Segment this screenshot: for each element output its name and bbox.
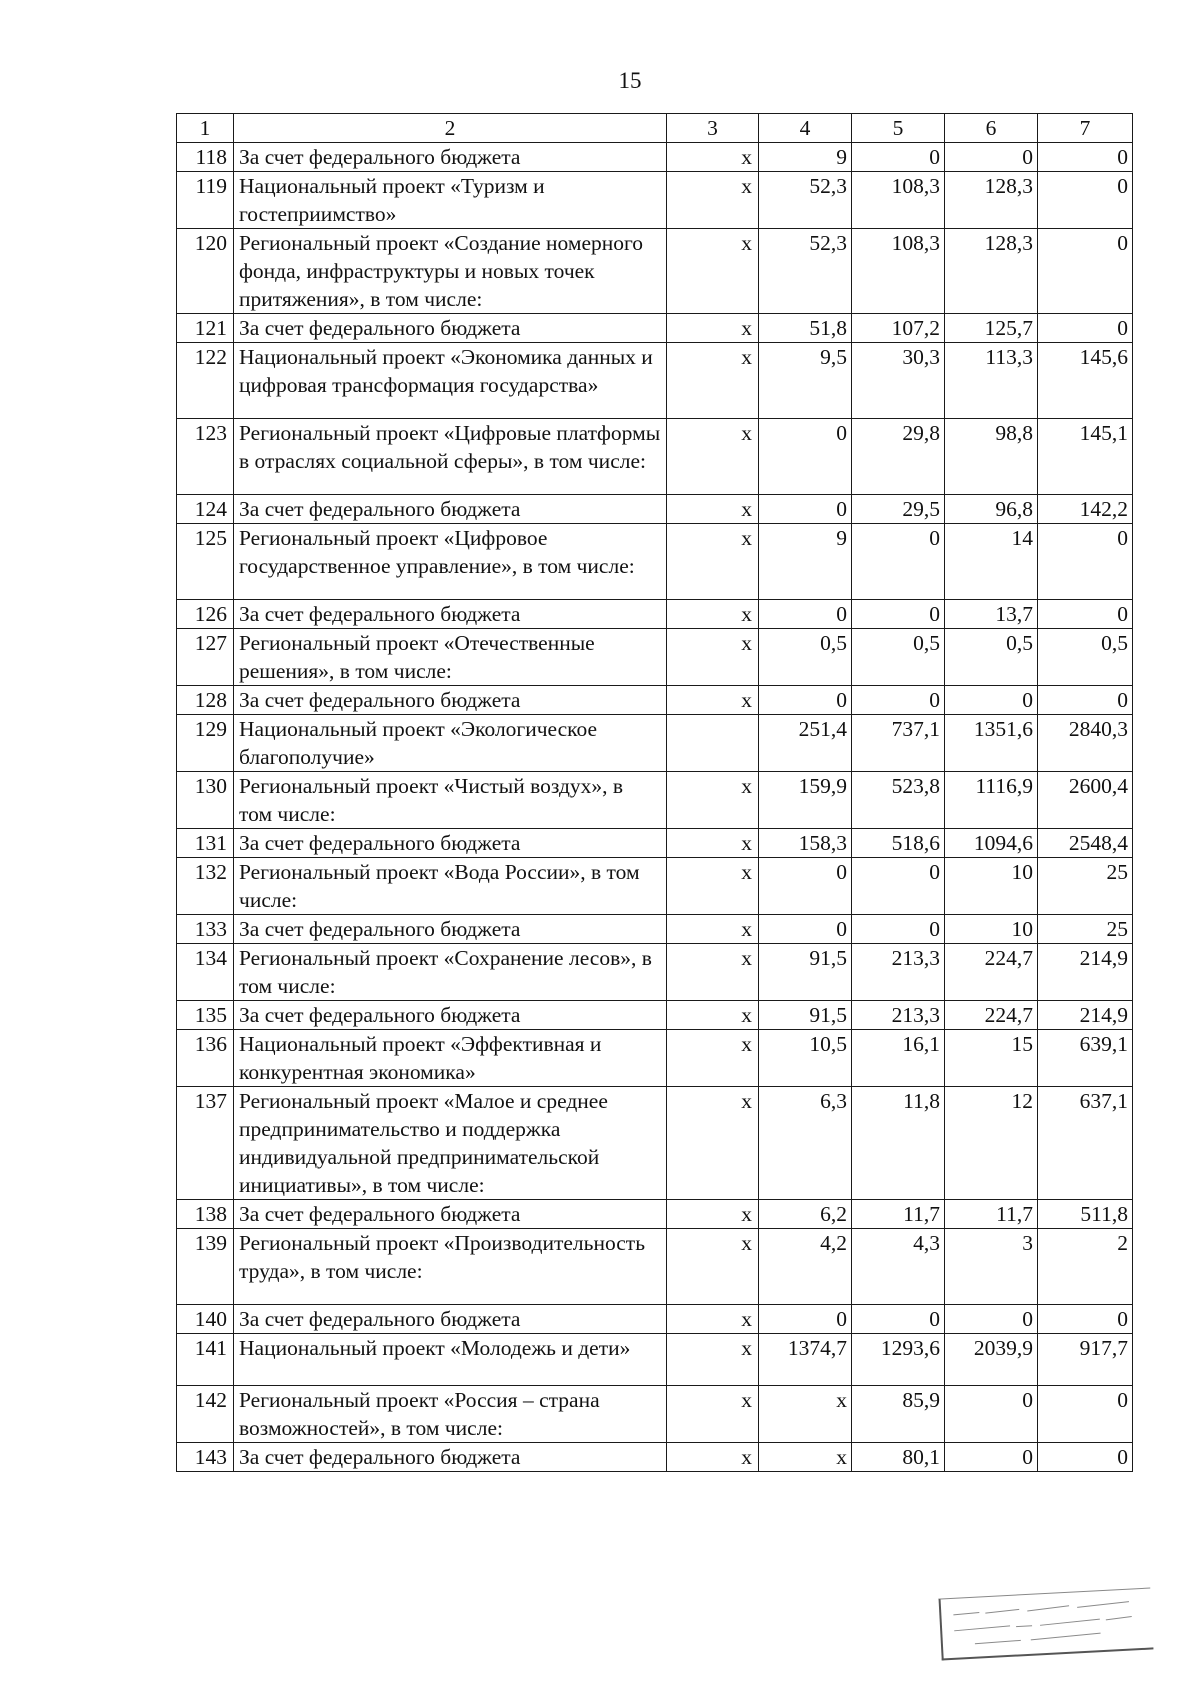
row-value-7: 2600,4 [1038, 772, 1133, 829]
row-value-6: 1094,6 [945, 829, 1038, 858]
row-col3: x [667, 1386, 759, 1443]
row-value-4: 0 [759, 419, 852, 495]
row-value-4: 251,4 [759, 715, 852, 772]
row-name: За счет федерального бюджета [234, 600, 667, 629]
row-value-6: 113,3 [945, 343, 1038, 419]
row-value-5: 0,5 [852, 629, 945, 686]
row-value-5: 107,2 [852, 314, 945, 343]
row-value-7: 0 [1038, 314, 1133, 343]
budget-table [176, 113, 1133, 1472]
row-number: 126 [177, 600, 234, 629]
column-header: 1 [177, 114, 234, 143]
row-value-6: 128,3 [945, 172, 1038, 229]
row-value-4: 52,3 [759, 229, 852, 314]
table-header-row [177, 114, 1133, 143]
row-name: Национальный проект «Молодежь и дети» [234, 1334, 667, 1386]
row-value-6: 125,7 [945, 314, 1038, 343]
page-number: 15 [618, 68, 642, 93]
row-number: 139 [177, 1229, 234, 1305]
row-col3: x [667, 1200, 759, 1229]
row-name: За счет федерального бюджета [234, 1200, 667, 1229]
row-value-7: 2 [1038, 1229, 1133, 1305]
row-value-7: 214,9 [1038, 944, 1133, 1001]
row-value-6: 11,7 [945, 1200, 1038, 1229]
row-number: 133 [177, 915, 234, 944]
row-name: За счет федерального бюджета [234, 495, 667, 524]
row-value-4: 0,5 [759, 629, 852, 686]
table-row [177, 419, 1133, 495]
row-number: 141 [177, 1334, 234, 1386]
table-row [177, 495, 1133, 524]
row-number: 123 [177, 419, 234, 495]
row-value-7: 25 [1038, 915, 1133, 944]
row-value-5: 29,5 [852, 495, 945, 524]
table-row [177, 772, 1133, 829]
row-value-4: 9,5 [759, 343, 852, 419]
row-value-5: 0 [852, 915, 945, 944]
row-value-5: 0 [852, 143, 945, 172]
row-number: 138 [177, 1200, 234, 1229]
table-row [177, 715, 1133, 772]
table-row [177, 629, 1133, 686]
row-value-5: 0 [852, 858, 945, 915]
row-value-7: 917,7 [1038, 1334, 1133, 1386]
row-name: За счет федерального бюджета [234, 1001, 667, 1030]
row-value-4: 1374,7 [759, 1334, 852, 1386]
row-value-6: 224,7 [945, 944, 1038, 1001]
row-name: Региональный проект «Сохранение лесов», в том числе: [234, 944, 667, 1001]
table-row [177, 143, 1133, 172]
row-value-6: 12 [945, 1087, 1038, 1200]
column-header: 7 [1038, 114, 1133, 143]
row-value-6: 0 [945, 1386, 1038, 1443]
row-value-6: 3 [945, 1229, 1038, 1305]
row-name: Региональный проект «Малое и среднее предпринимательство и поддержка индивидуальной предпринимательской инициативы», в том числе: [234, 1087, 667, 1200]
row-value-5: 0 [852, 600, 945, 629]
row-value-6: 1116,9 [945, 772, 1038, 829]
table-row [177, 600, 1133, 629]
row-name: Национальный проект «Туризм и гостеприимство» [234, 172, 667, 229]
row-value-4: 0 [759, 1305, 852, 1334]
row-number: 119 [177, 172, 234, 229]
row-value-7: 25 [1038, 858, 1133, 915]
row-name: Региональный проект «Отечественные решения», в том числе: [234, 629, 667, 686]
row-col3: x [667, 858, 759, 915]
table-row [177, 858, 1133, 915]
table-row [177, 314, 1133, 343]
column-header: 3 [667, 114, 759, 143]
row-name: Региональный проект «Россия – страна возможностей», в том числе: [234, 1386, 667, 1443]
row-value-7: 0 [1038, 600, 1133, 629]
row-value-5: 0 [852, 1305, 945, 1334]
row-col3: x [667, 1443, 759, 1472]
row-number: 118 [177, 143, 234, 172]
row-value-4: 9 [759, 143, 852, 172]
row-name: Национальный проект «Эффективная и конкурентная экономика» [234, 1030, 667, 1087]
row-value-4: 0 [759, 686, 852, 715]
row-col3: x [667, 1001, 759, 1030]
row-value-5: 16,1 [852, 1030, 945, 1087]
row-number: 137 [177, 1087, 234, 1200]
row-col3: x [667, 915, 759, 944]
row-value-4: 158,3 [759, 829, 852, 858]
row-value-6: 2039,9 [945, 1334, 1038, 1386]
row-value-6: 10 [945, 915, 1038, 944]
row-value-7: 0 [1038, 229, 1133, 314]
row-value-4: 91,5 [759, 1001, 852, 1030]
row-col3: x [667, 172, 759, 229]
row-value-7: 0 [1038, 172, 1133, 229]
row-col3: x [667, 1305, 759, 1334]
row-value-4: 4,2 [759, 1229, 852, 1305]
row-value-7: 0 [1038, 1443, 1133, 1472]
column-header: 4 [759, 114, 852, 143]
row-value-4: 9 [759, 524, 852, 600]
table-row [177, 1334, 1133, 1386]
row-value-4: 0 [759, 600, 852, 629]
table-row [177, 172, 1133, 229]
row-number: 132 [177, 858, 234, 915]
row-number: 127 [177, 629, 234, 686]
row-value-5: 518,6 [852, 829, 945, 858]
row-value-7: 2840,3 [1038, 715, 1133, 772]
table-row [177, 1229, 1133, 1305]
table-row [177, 229, 1133, 314]
row-value-5: 1293,6 [852, 1334, 945, 1386]
row-value-5: 80,1 [852, 1443, 945, 1472]
row-value-4: 6,2 [759, 1200, 852, 1229]
row-value-7: 0,5 [1038, 629, 1133, 686]
row-value-4: 6,3 [759, 1087, 852, 1200]
row-number: 135 [177, 1001, 234, 1030]
row-name: Региональный проект «Чистый воздух», в том числе: [234, 772, 667, 829]
row-col3: x [667, 772, 759, 829]
row-value-5: 30,3 [852, 343, 945, 419]
row-col3 [667, 715, 759, 772]
column-header: 2 [234, 114, 667, 143]
row-value-7: 145,6 [1038, 343, 1133, 419]
row-value-6: 15 [945, 1030, 1038, 1087]
row-col3: x [667, 314, 759, 343]
table-row [177, 829, 1133, 858]
row-value-6: 96,8 [945, 495, 1038, 524]
table-row [177, 1030, 1133, 1087]
row-value-6: 128,3 [945, 229, 1038, 314]
row-number: 131 [177, 829, 234, 858]
row-value-7: 214,9 [1038, 1001, 1133, 1030]
row-value-6: 13,7 [945, 600, 1038, 629]
row-value-5: 85,9 [852, 1386, 945, 1443]
row-col3: x [667, 1334, 759, 1386]
row-value-5: 0 [852, 524, 945, 600]
row-col3: x [667, 419, 759, 495]
row-value-5: 29,8 [852, 419, 945, 495]
row-value-5: 4,3 [852, 1229, 945, 1305]
row-col3: x [667, 524, 759, 600]
table-row [177, 1087, 1133, 1200]
stamp-lines-icon [949, 1593, 1141, 1653]
row-number: 129 [177, 715, 234, 772]
table-row [177, 524, 1133, 600]
row-value-7: 0 [1038, 143, 1133, 172]
row-number: 128 [177, 686, 234, 715]
row-name: За счет федерального бюджета [234, 314, 667, 343]
row-name: Региональный проект «Вода России», в том числе: [234, 858, 667, 915]
row-value-4: 52,3 [759, 172, 852, 229]
row-value-5: 0 [852, 686, 945, 715]
row-name: Региональный проект «Цифровое государственное управление», в том числе: [234, 524, 667, 600]
row-value-6: 0,5 [945, 629, 1038, 686]
row-col3: x [667, 1229, 759, 1305]
row-col3: x [667, 686, 759, 715]
row-value-4: x [759, 1443, 852, 1472]
row-name: Региональный проект «Производительность труда», в том числе: [234, 1229, 667, 1305]
row-value-7: 0 [1038, 524, 1133, 600]
row-number: 143 [177, 1443, 234, 1472]
column-header: 5 [852, 114, 945, 143]
row-value-4: 0 [759, 915, 852, 944]
row-number: 124 [177, 495, 234, 524]
row-number: 140 [177, 1305, 234, 1334]
row-value-7: 511,8 [1038, 1200, 1133, 1229]
table-row [177, 915, 1133, 944]
row-col3: x [667, 229, 759, 314]
row-value-4: 0 [759, 858, 852, 915]
row-value-7: 0 [1038, 686, 1133, 715]
table-row [177, 1305, 1133, 1334]
row-number: 125 [177, 524, 234, 600]
row-number: 130 [177, 772, 234, 829]
row-value-5: 523,8 [852, 772, 945, 829]
row-value-7: 142,2 [1038, 495, 1133, 524]
row-value-7: 145,1 [1038, 419, 1133, 495]
row-value-7: 0 [1038, 1305, 1133, 1334]
table-row [177, 944, 1133, 1001]
row-col3: x [667, 629, 759, 686]
row-value-6: 224,7 [945, 1001, 1038, 1030]
row-number: 122 [177, 343, 234, 419]
row-value-4: 51,8 [759, 314, 852, 343]
row-number: 121 [177, 314, 234, 343]
row-col3: x [667, 343, 759, 419]
row-value-5: 108,3 [852, 229, 945, 314]
row-value-4: x [759, 1386, 852, 1443]
row-value-4: 10,5 [759, 1030, 852, 1087]
row-name: Национальный проект «Экологическое благополучие» [234, 715, 667, 772]
row-value-5: 737,1 [852, 715, 945, 772]
column-header: 6 [945, 114, 1038, 143]
row-col3: x [667, 1030, 759, 1087]
row-value-4: 0 [759, 495, 852, 524]
row-value-6: 0 [945, 1305, 1038, 1334]
row-name: За счет федерального бюджета [234, 1305, 667, 1334]
row-value-7: 637,1 [1038, 1087, 1133, 1200]
row-value-5: 11,7 [852, 1200, 945, 1229]
row-value-6: 0 [945, 143, 1038, 172]
row-name: За счет федерального бюджета [234, 686, 667, 715]
table-row [177, 343, 1133, 419]
row-value-6: 98,8 [945, 419, 1038, 495]
table-row [177, 1443, 1133, 1472]
row-value-6: 0 [945, 686, 1038, 715]
row-value-7: 2548,4 [1038, 829, 1133, 858]
table-row [177, 1200, 1133, 1229]
row-number: 142 [177, 1386, 234, 1443]
row-value-7: 0 [1038, 1386, 1133, 1443]
row-col3: x [667, 143, 759, 172]
row-col3: x [667, 829, 759, 858]
row-name: Региональный проект «Цифровые платформы в отраслях социальной сферы», в том числе: [234, 419, 667, 495]
row-name: За счет федерального бюджета [234, 829, 667, 858]
row-name: За счет федерального бюджета [234, 1443, 667, 1472]
row-value-5: 213,3 [852, 1001, 945, 1030]
row-value-4: 91,5 [759, 944, 852, 1001]
table-row [177, 1001, 1133, 1030]
row-value-6: 14 [945, 524, 1038, 600]
row-number: 120 [177, 229, 234, 314]
row-col3: x [667, 600, 759, 629]
row-name: Национальный проект «Экономика данных и цифровая трансформация государства» [234, 343, 667, 419]
row-value-7: 639,1 [1038, 1030, 1133, 1087]
row-value-5: 108,3 [852, 172, 945, 229]
row-value-5: 11,8 [852, 1087, 945, 1200]
registration-stamp [939, 1587, 1154, 1660]
row-number: 136 [177, 1030, 234, 1087]
row-col3: x [667, 1087, 759, 1200]
row-value-6: 10 [945, 858, 1038, 915]
row-value-4: 159,9 [759, 772, 852, 829]
row-value-6: 1351,6 [945, 715, 1038, 772]
row-number: 134 [177, 944, 234, 1001]
row-name: За счет федерального бюджета [234, 143, 667, 172]
row-col3: x [667, 495, 759, 524]
row-name: Региональный проект «Создание номерного фонда, инфраструктуры и новых точек притяжения», в том числе: [234, 229, 667, 314]
table-row [177, 686, 1133, 715]
row-col3: x [667, 944, 759, 1001]
row-name: За счет федерального бюджета [234, 915, 667, 944]
table-row [177, 1386, 1133, 1443]
row-value-6: 0 [945, 1443, 1038, 1472]
row-value-5: 213,3 [852, 944, 945, 1001]
